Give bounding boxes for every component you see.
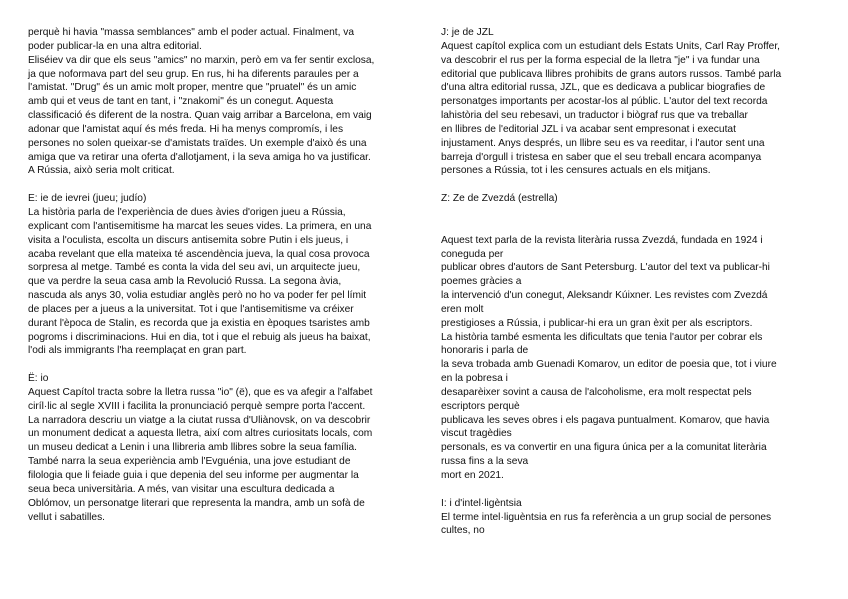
section-body-z: Aquest text parla de la revista literària russa Zvezdá, fundada en 1924 i coneguda per publicar obres d'autors de Sant Petersburg. L'autor del text va publicar-hi poemes gràcies a la intervenció d'un conegut, Aleksandr Kúixner. Les revistes com Zvezdá eren molt prestigioses a Rússia, i publicar-hi era un gran èxit per als escriptors. La història també esmenta les dificultats que tenia l'autor per cobrar els honoraris i parla de la seva trobada amb Guenadi Komarov, un editor de poesia que, tot i viure en la pobresa i desaparèixer sovint a causa de l'alcoholisme, era molt respectat pels escriptors perquè publicava les seves obres i els pagava puntualment. Komarov, que havia viscut tragèdies personals, es va convertir en una figura única per a la comunitat literària russa fins a la seva mort en 2021. bbox=[441, 234, 777, 481]
section-heading-zh: J: je de JZL bbox=[441, 27, 494, 38]
left-column bbox=[28, 26, 423, 524]
section-heading-yo: Ë: io bbox=[28, 373, 49, 385]
paragraph-gap bbox=[441, 206, 831, 220]
right-column bbox=[441, 26, 831, 538]
section-heading-i: I: i d'intel·ligèntsia bbox=[441, 497, 522, 509]
section-heading-e: E: ie de ievrei (jueu; judío) bbox=[28, 193, 147, 205]
section-body-e: La història parla de l'experiència de dues àvies d'origen jueu a Rússia, explicant com l'antisemitisme ha marcat les seues vides. La primera, en una visita a l'oculista, escolta un discurs antisemita sobre Putin i els jueus, i acaba revelant que ella mateixa té ascendència jueva, la qual cosa provoca sorpresa al metge. També es conta la vida del seu avi, un arquitecte jueu, que va perdre la seua casa amb la Revolució Russa. La segona àvia, nascuda als anys 30, volia estudiar anglès però no ho va poder fer pel límit de places per a jueus a la universitat. Tot i que l'antisemitisme va créixer durant l'època de Stalin, es recorda que ja existia en èpoques tsaristes amb pogroms i discriminacions. Hui en dia, tot i que el rebuig als jueus ha baixat, l'odi als immigrants l'ha reemplaçat en gran part. bbox=[28, 206, 372, 357]
paragraph-gap bbox=[441, 483, 831, 497]
section-heading-z: Z: Ze de Zvezdá (estrella) bbox=[441, 193, 558, 205]
section-body-yo: Aquest Capítol tracta sobre la lletra russa "io" (ë), que es va afegir a l'alfabet ciríl·lic al segle XVIII i facilita la pronunciació perquè sempre porta l'accent. La narradora descriu un viatge a la ciutat russa d'Uliànovsk, on va descobrir un monument dedicat a aquesta lletra, així com altres curiositats locals, com un museu dedicat a Lenin i una llibreria amb llibres sobre la seua família. També narra la seua experiència amb l'Evguénia, una jove estudiant de filologia que li feiade guia i que depenia del seu informe per augmentar la seua beca universitària. A més, van visitar una escultura dedicada a Oblómov, un personatge literari que representa la mandra, amb un sofà de vellut i sabatilles. bbox=[28, 386, 373, 523]
paragraph-gap bbox=[28, 178, 423, 192]
paragraph-gap bbox=[441, 178, 831, 192]
paragraph-gap bbox=[28, 358, 423, 372]
section-body-i: El terme intel·liguèntsia en rus fa referència a un grup social de persones cultes, no bbox=[441, 511, 772, 537]
intro-continued-paragraph: perquè hi havia "massa semblances" amb el poder actual. Finalment, va poder publicar-la en una altra editorial. Eliséiev va dir que els seus "amics" no marxin, però em va fer sentir exclosa, ja que noformava part del seu grup. En rus, hi ha diferents paraules per a l'amistat. "Drug" és un amic molt proper, mentre que "pruatel" és un amic amb qui et veus de tant en tant, i "znakomi" és un conegut. Aquesta classificació és diferent de la nostra. Quan vaig arribar a Barcelona, em vaig adonar que l'amistat aquí és més freda. Hi ha menys compromís, i les persones no solen queixar-se d'amistats traïdes. Un exemple d'això és una amiga que va retirar una oferta d'allotjament, i la seva amiga ho va justificar. A Rússia, això seria molt criticat. bbox=[28, 27, 375, 177]
section-body-zh: Aquest capítol explica com un estudiant dels Estats Units, Carl Ray Proffer, va descobrir el rus per la forma especial de la lletra "je" i va fundar una editorial que publicava llibres prohibits de grans autors russos. També parla d'una altra editorial russa, JZL, que es dedicava a publicar biografies de personatges importants per acostar-los al públic. L'autor del text recorda lahistòria del seu rebesavi, un traductor i biògraf rus que va treballar en llibres de l'editorial JZL i va acabar sent empresonat i executat injustament. Anys després, un llibre seu es va reeditar, i l'autor sent una barreja d'orgull i tristesa en saber que el seu treball encara acompanya persones a Rússia, tot i les censures actuals en els mitjans. bbox=[441, 40, 782, 177]
